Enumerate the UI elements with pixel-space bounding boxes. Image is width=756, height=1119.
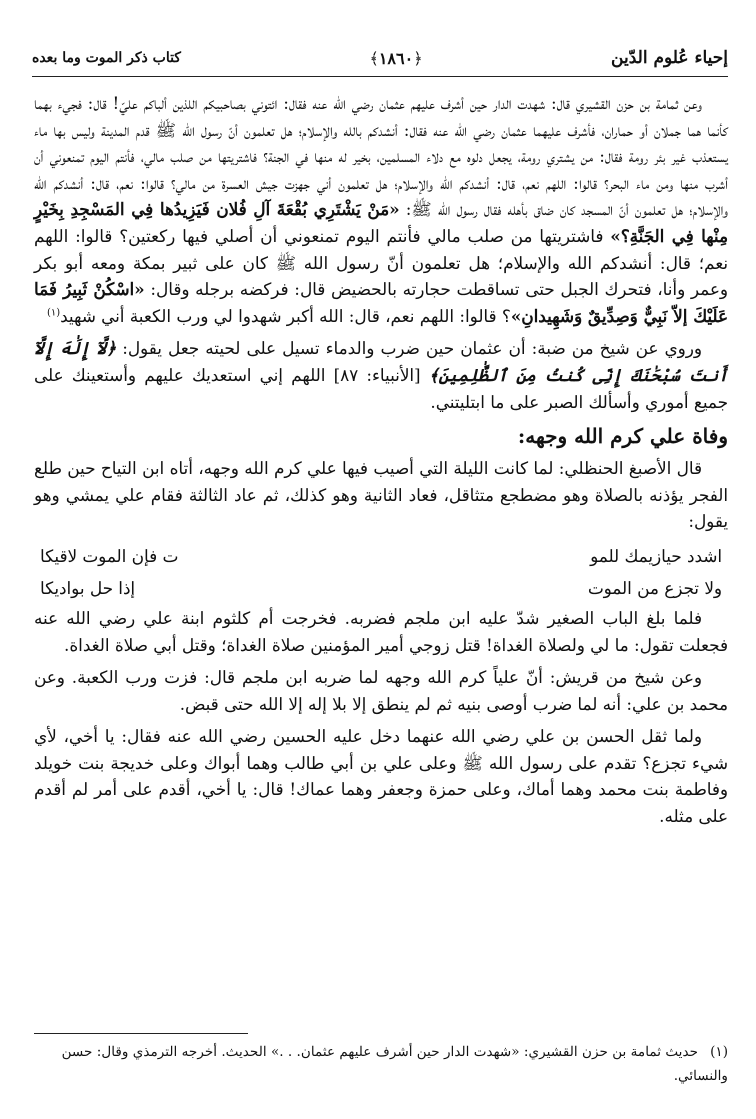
ornament-icon: ﴾ [369,48,379,68]
page-body [34,90,728,836]
text-run: فاشتريتها من صلب مالي فأنتم اليوم تمنعوني أن أصلي فيها ركعتين؟ قالوا: اللهم نعم؛ قال: أنشدكم الله والإسلام؛ هل تعلمون أنّ رسول الله ﷺ كان على ثبير بمكة ومعه أبو بكر وعمر وأنا، فتحرك الجبل حتى تساقطت حجارته بالحضيض قال: فركضه برجله وقال: [34,225,728,300]
footnote-text: حديث ثمامة بن حزن القشيري: «شهدت الدار حين أشرف عليهم عثمان. . .» الحديث. أخرجه الترمذي وقال: حسن والنسائي. [61,1044,728,1084]
text-run: وروي عن شيخ من ضبة: أن عثمان حين ضرب والدماء تسيل على لحيته جعل يقول: [116,338,702,359]
ornament-icon: ﴿ [413,48,423,68]
footnote-number: (١) [710,1044,728,1060]
text-run: ؟ قالوا: اللهم نعم، قال: الله أكبر شهدوا لي ورب الكعبة أني شهيد [60,305,511,326]
paragraph [34,90,728,329]
poem [34,541,728,603]
quran-verse: ﴿لَّآ إِلَٰهَ إِلَّآ أَنتَ سُبْحَٰنَكَ إِنِّى كُنتُ مِنَ ٱلظَّٰلِمِينَ﴾ [34,338,728,385]
verse-left-hemistich: ت فإن الموت لاقيكا [40,545,179,566]
page-number [369,49,422,68]
text-run: وعن ثمامة بن حزن القشيري قال: شهدت الدار حين أشرف عليهم عثمان رضي الله عنه فقال: ائتوني بصاحبيكم اللذين ألباكم عليّ! قال: فجيء بهما كأنما هما جملان أو حماران، فأشرف عليهما عثمان رضي الله عنه فقال: أنشدكم بالله والإسلام؛ هل تعلمون أنّ رسول الله ﷺ قدم المدينة وليس بها ماء يستعذب غير بئر رومة فقال: من يشتري رومة، يجعل دلوه مع دلاء المسلمين، بخير له منها في الجنة؟ فاشتريتها من صلب مالي، فأنتم اليوم تمنعوني أن أشرب منها ومن ماء البحر؟ قالوا: اللهم نعم، قال: أنشدكم الله والإسلام؛ هل تعلمون أني جهزت جيش العسرة من مالي؟ قالوا: نعم، قال: أنشدكم الله والإسلام؛ هل تعلمون أنّ المسجد كان ضاق بأهله فقال رسول الله ﷺ: [34,93,728,220]
verse-right-hemistich: ولا تجزع من الموت [587,577,722,598]
paragraph: ولما ثقل الحسن بن علي رضي الله عنهما دخل عليه الحسين رضي الله عنه فقال: يا أخي، لأي شيء تجزع؟ تقدم على رسول الله ﷺ وعلى علي بن أبي طالب وهما أبواك وعلى خديجة بنت خويلد وفاطمة بنت محمد وهما أماك، وعلى حمزة وجعفر وهما عماك! قال: يا أخي، أقدم على أمر لم أقدم على مثله. [34,726,728,827]
footnote-ref[interactable]: (١) [46,307,61,319]
verse-left-hemistich: إذا حل بواديكا [40,577,136,598]
hadith-quote: «مَنْ يَشْتَرِي بُقْعَةَ آلِ فُلان فَيَزِيدُها فِي المَسْجِدِ بِخَيْرٍ مِنْها فِي الجَنَّةِ؟» [34,199,728,246]
poem-verse [34,541,728,571]
paragraph: قال الأصبغ الحنظلي: لما كانت الليلة التي أصيب فيها علي كرم الله وجهه، أتاه ابن التياح حين طلع الفجر يؤذنه بالصلاة وهو مضطجع متثاقل، فعاد الثانية وهو كذلك، ثم عاد الثالثة فقام علي يمشي وهو يقول: [34,458,728,532]
paragraph: وعن شيخ من قريش: أنّ علياً كرم الله وجهه لما ضربه ابن ملجم قال: فزت ورب الكعبة. وعن محمد بن علي: أنه لما ضرب أوصى بنيه ثم لم ينطق إلا بلا إله إلا الله حتى قبض. [34,667,728,714]
paragraph [34,335,728,415]
hadith-quote: «اسْكُنْ ثَبِيرُ فَمَا عَلَيْكَ إلاّ نَبِيٌّ وَصِدِّيقٌ وَشَهِيدانِ» [34,279,728,326]
header-divider [32,76,728,77]
running-title: إحياء عُلوم الدّين [611,48,728,68]
verse-right-hemistich: اشدد حيازيمك للمو [590,545,722,566]
footnote-divider [34,1033,248,1034]
paragraph: فلما بلغ الباب الصغير شدّ عليه ابن ملجم فضربه. فخرجت أم كلثوم ابنة علي رضي الله عنه فجعلت تقول: ما لي ولصلاة الغداة! قتل زوجي أمير المؤمنين صلاة الغداة؛ وقتل أبي صلاة الغداة. [34,607,728,655]
footnotes [34,1040,728,1088]
page-header [32,40,728,76]
page-number-value: ١٨٦٠ [378,48,414,68]
text-run: [الأنبياء: ٨٧] اللهم إني استعديك عليهم وأستعينك على جميع أموري وأسألك الصبر على ما ابتليتني. [34,364,728,412]
poem-verse [34,573,728,603]
section-heading: وفاة علي كرم الله وجهه: [517,424,728,449]
chapter-title: كتاب ذكر الموت وما بعده [32,50,181,66]
